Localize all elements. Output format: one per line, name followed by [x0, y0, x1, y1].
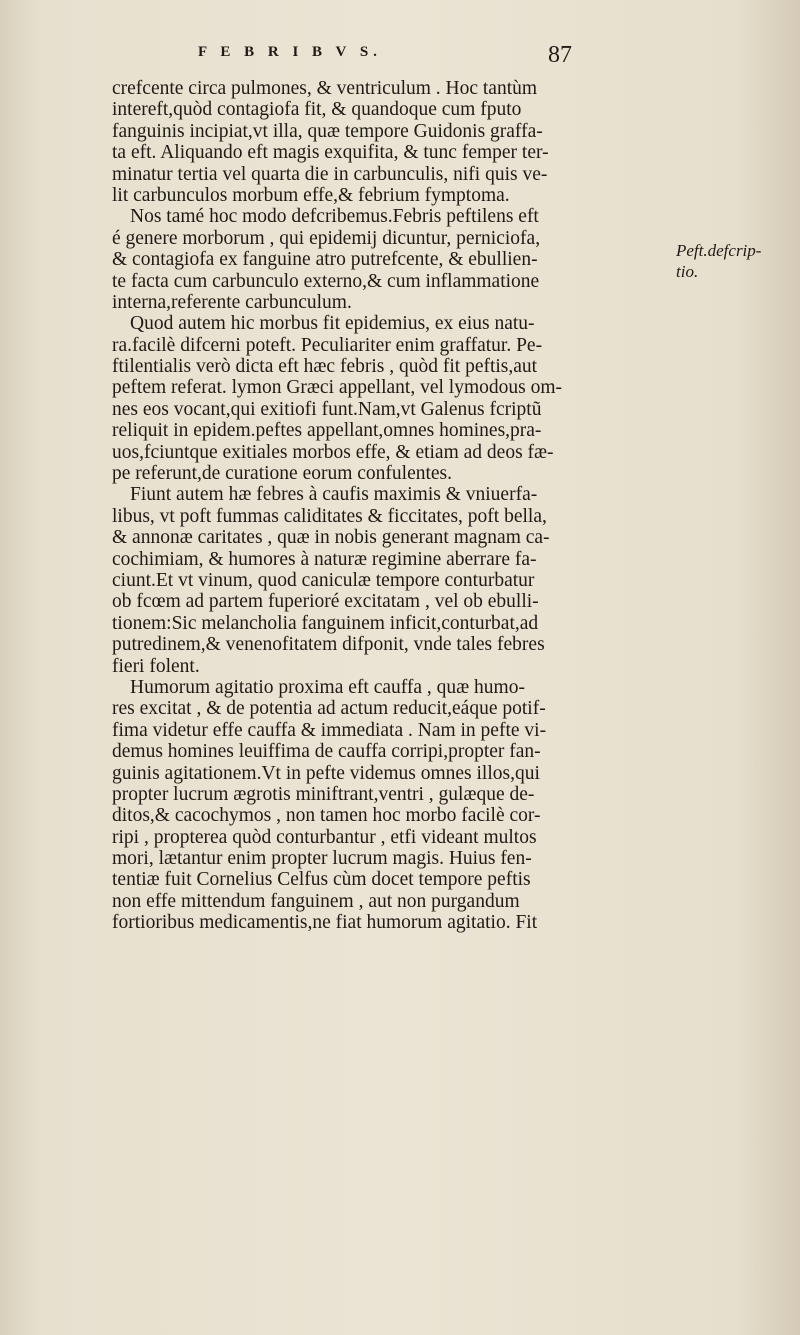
text-line: nes eos vocant,qui exitiofi funt.Nam,vt Galenus fcriptũ [112, 398, 542, 420]
text-line: fima videtur effe cauffa & immediata . Nam in pefte vi- [112, 719, 547, 741]
page-header [0, 44, 800, 78]
text-line: mori, lætantur enim propter lucrum magis. Huius fen- [112, 848, 532, 870]
text-line: ob fcœm ad partem fuperioré excitatam , vel ob ebulli- [112, 591, 539, 613]
text-line: res excitat , & de potentia ad actum reducit,eáque potif- [112, 698, 546, 720]
text-line: Quod autem hic morbus fit epidemius, ex eius natu- [130, 313, 535, 335]
text-line: minatur tertia vel quarta die in carbunculis, nifi quis ve- [112, 163, 548, 185]
text-line: guinis agitationem.Vt in pefte videmus omnes illos,qui [112, 762, 540, 784]
text-line: non effe mittendum fanguinem , aut non purgandum [112, 890, 520, 912]
text-line: te facta cum carbunculo externo,& cum inflammatione [112, 270, 540, 292]
margin-note: Peft.defcrip- [676, 241, 762, 260]
text-line: & annonæ caritates , quæ in nobis generant magnam ca- [112, 527, 550, 549]
text-line: reliquit in epidem.peftes appellant,omnes homines,pra- [112, 420, 542, 442]
text-line: pe referunt,de curatione eorum confulentes. [112, 463, 453, 485]
text-line: fortioribus medicamentis,ne fiat humorum agitatio. Fit [112, 912, 538, 934]
text-line: ciunt.Et vt vinum, quod caniculæ tempore conturbatur [112, 569, 535, 591]
page-number: 87 [548, 42, 572, 68]
text-line: Humorum agitatio proxima eft cauffa , quæ humo- [130, 676, 525, 698]
text-line: ditos,& cacochymos , non tamen hoc morbo facilè cor- [112, 805, 541, 827]
text-line: uos,fciuntque exitiales morbos effe, & etiam ad deos fæ- [112, 441, 554, 463]
text-line: Nos tamé hoc modo defcribemus.Febris peftilens eft [130, 206, 539, 228]
text-line: ta eft. Aliquando eft magis exquifita, & tunc femper ter- [112, 142, 549, 164]
text-line: peftem referat. lymon Græci appellant, vel lymodous om- [112, 377, 562, 399]
text-line: demus homines leuiffima de cauffa corripi,propter fan- [112, 741, 541, 763]
text-line: libus, vt poft fummas caliditates & ficcitates, poft bella, [112, 505, 547, 527]
text-line: Fiunt autem hæ febres à caufis maximis & vniuerfa- [130, 484, 538, 506]
text-line: tentiæ fuit Cornelius Celfus cùm docet tempore peftis [112, 869, 531, 891]
text-line: crefcente circa pulmones, & ventriculum . Hoc tantùm [112, 78, 538, 99]
text-line: tionem:Sic melancholia fanguinem inficit,conturbat,ad [112, 612, 539, 634]
text-line: ripi , propterea quòd conturbantur , etfi videant multos [112, 826, 537, 848]
running-title: F E B R I B V S. [198, 44, 382, 60]
text-line: interna,referente carbunculum. [112, 291, 352, 313]
text-line: ra.facilè difcerni poteft. Peculiariter enim graffatur. Pe- [112, 334, 543, 356]
text-line: fieri folent. [112, 655, 200, 677]
text-line: propter lucrum ægrotis miniftrant,ventri , gulæque de- [112, 783, 535, 805]
text-line: fanguinis incipiat,vt illa, quæ tempore Guidonis graffa- [112, 120, 543, 142]
text-line: lit carbunculos morbum effe,& febrium fymptoma. [112, 184, 510, 206]
margin-notes [676, 240, 791, 283]
text-line: & contagiofa ex fanguine atro putrefcente, & ebullien- [112, 249, 538, 271]
text-line: cochimiam, & humores à naturæ regimine aberrare fa- [112, 548, 537, 570]
text-line: intereft,quòd contagiofa fit, & quandoque cum fputo [112, 99, 522, 121]
text-line: é genere morborum , qui epidemij dicuntur, perniciofa, [112, 227, 541, 249]
text-line: ftilentialis verò dicta eft hæc febris , quòd fit peftis,aut [112, 356, 538, 378]
margin-note: tio. [676, 262, 699, 282]
text-line: putredinem,& venenofitatem difponit, vnde tales febres [112, 634, 545, 656]
main-text [112, 78, 672, 934]
